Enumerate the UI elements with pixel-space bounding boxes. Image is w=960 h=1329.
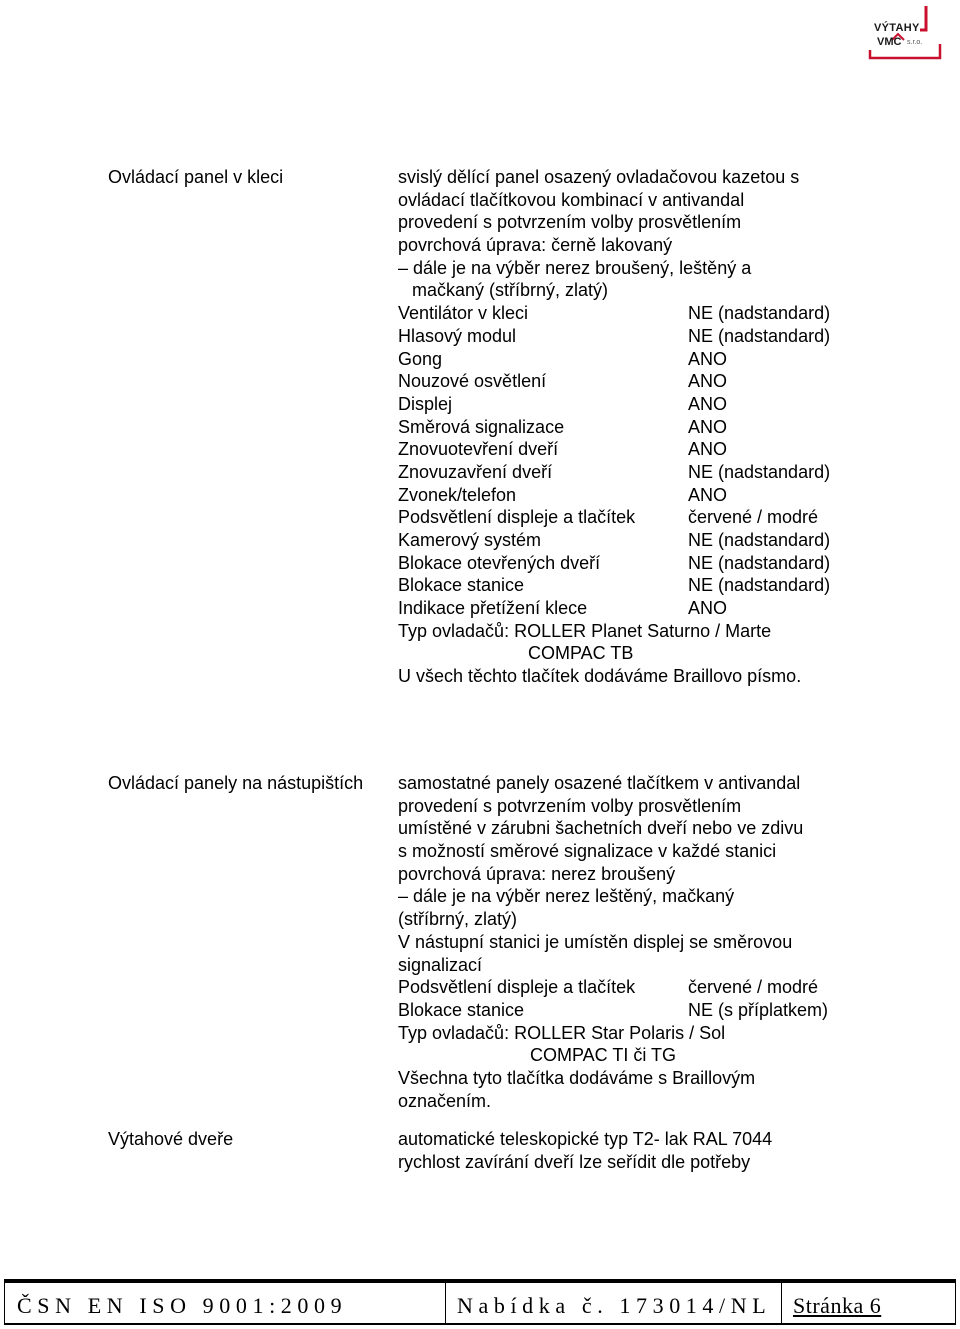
footer-page-number[interactable]: Stránka 6: [793, 1293, 882, 1318]
description-line: provedení s potvrzením volby prosvětlením: [398, 212, 742, 233]
controller-type-cont: COMPAC TB: [528, 643, 634, 664]
description-line: povrchová úprava: nerez broušený: [398, 863, 676, 884]
controller-type: Typ ovladačů: ROLLER Planet Saturno / Marte: [398, 620, 772, 641]
feature-value: NE (nadstandard): [688, 303, 831, 324]
description-line: – dále je na výběr nerez leštěný, mačkaný: [398, 886, 735, 907]
feature-row: [398, 552, 831, 575]
description-line: V nástupní stanici je umístěn displej se směrovou: [398, 931, 793, 952]
feature-row: [398, 438, 801, 461]
description-line: samostatné panely osazené tlačítkem v antivandal: [398, 773, 801, 793]
feature-value: ANO: [688, 416, 728, 437]
feature-name: Blokace otevřených dveří: [398, 552, 601, 573]
section-label-landing-panels: Ovládací panely na nástupištích: [108, 773, 364, 793]
feature-row: [398, 461, 831, 484]
description-line: mačkaný (stříbrný, zlatý): [412, 280, 609, 301]
feature-name: Gong: [398, 348, 443, 369]
feature-name: Kamerový systém: [398, 530, 542, 550]
feature-value: ANO: [688, 371, 728, 392]
feature-value: NE (nadstandard): [688, 530, 831, 550]
controller-type-cont: COMPAC TI či TG: [530, 1045, 677, 1066]
description-line: ovládací tlačítkovou kombinací v antivandal: [398, 189, 745, 210]
feature-row: [398, 348, 801, 371]
description-line: svislý dělící panel osazený ovladačovou kazetou s: [398, 167, 800, 187]
feature-row: [398, 976, 819, 999]
controller-type: Typ ovladačů: ROLLER Star Polaris / Sol: [398, 1022, 726, 1043]
feature-value: červené / modré: [688, 977, 819, 998]
logo-text-line2: VMC: [877, 36, 902, 48]
description-line: automatické teleskopické typ T2- lak RAL 7044: [398, 1129, 773, 1149]
feature-row: [398, 999, 829, 1022]
description-line: rychlost zavírání dveří lze seřídit dle potřeby: [398, 1151, 751, 1172]
footer-offer-number: Nabídka č. 173014/NL: [457, 1293, 772, 1318]
description-line: umístěné v zárubni šachetních dveří nebo ve zdivu: [398, 818, 804, 839]
feature-name: Ventilátor v kleci: [398, 303, 529, 324]
feature-value: červené / modré: [688, 507, 819, 528]
logo-suffix: s.r.o.: [907, 39, 923, 46]
feature-value: ANO: [688, 439, 728, 460]
feature-value: NE (nadstandard): [688, 552, 831, 573]
description-line: signalizací: [398, 954, 483, 975]
feature-value: NE (s příplatkem): [688, 999, 829, 1020]
feature-row: [398, 529, 831, 552]
braille-note: Všechna tyto tlačítka dodáváme s Braillovým: [398, 1067, 756, 1088]
feature-row: [398, 484, 801, 507]
section-label-doors: Výtahové dveře: [108, 1129, 234, 1149]
feature-value: ANO: [688, 484, 728, 505]
feature-name: Blokace stanice: [398, 575, 525, 596]
feature-row: [398, 597, 801, 620]
feature-value: ANO: [688, 598, 728, 619]
feature-name: Indikace přetížení klece: [398, 598, 588, 619]
feature-name: Hlasový modul: [398, 325, 517, 346]
section-body-doors: [398, 1128, 772, 1173]
feature-row: [398, 393, 801, 416]
braille-note: U všech těchto tlačítek dodáváme Braillovo písmo.: [398, 666, 802, 687]
description-line: provedení s potvrzením volby prosvětlením: [398, 795, 742, 816]
feature-name: Podsvětlení displeje a tlačítek: [398, 507, 636, 528]
feature-name: Nouzové osvětlení: [398, 371, 547, 392]
logo-text-line1: VÝTAHY: [874, 22, 920, 34]
footer-divider: [445, 1283, 446, 1323]
page-footer: [4, 1279, 956, 1325]
description-line: povrchová úprava: černě lakovaný: [398, 235, 673, 256]
feature-value: NE (nadstandard): [688, 461, 831, 482]
feature-row: [398, 574, 831, 597]
feature-name: Směrová signalizace: [398, 416, 565, 437]
section-body-landing-panels: [398, 772, 829, 1112]
section-label-cabin-panel: Ovládací panel v kleci: [108, 167, 284, 187]
feature-name: Blokace stanice: [398, 999, 525, 1020]
feature-value: NE (nadstandard): [688, 325, 831, 346]
feature-row: [398, 506, 819, 529]
feature-value: ANO: [688, 348, 728, 369]
description-line: – dále je na výběr nerez broušený, leštěný a: [398, 257, 752, 278]
feature-value: ANO: [688, 393, 728, 414]
feature-name: Znovuotevření dveří: [398, 439, 559, 460]
feature-name: Zvonek/telefon: [398, 484, 517, 505]
description-line: s možností směrové signalizace v každé stanici: [398, 841, 777, 862]
feature-name: Podsvětlení displeje a tlačítek: [398, 977, 636, 998]
feature-row: [398, 416, 801, 439]
feature-row: [398, 370, 801, 393]
company-logo: [862, 4, 942, 60]
feature-name: Znovuzavření dveří: [398, 461, 553, 482]
braille-note: označením.: [398, 1090, 492, 1111]
footer-standard: ČSN EN ISO 9001:2009: [17, 1293, 348, 1318]
footer-divider: [781, 1283, 782, 1323]
feature-row: [398, 325, 831, 348]
section-body-cabin-panel: [398, 166, 831, 688]
description-line: (stříbrný, zlatý): [398, 909, 518, 930]
feature-name: Displej: [398, 393, 453, 414]
feature-row: [398, 302, 831, 325]
feature-value: NE (nadstandard): [688, 575, 831, 596]
